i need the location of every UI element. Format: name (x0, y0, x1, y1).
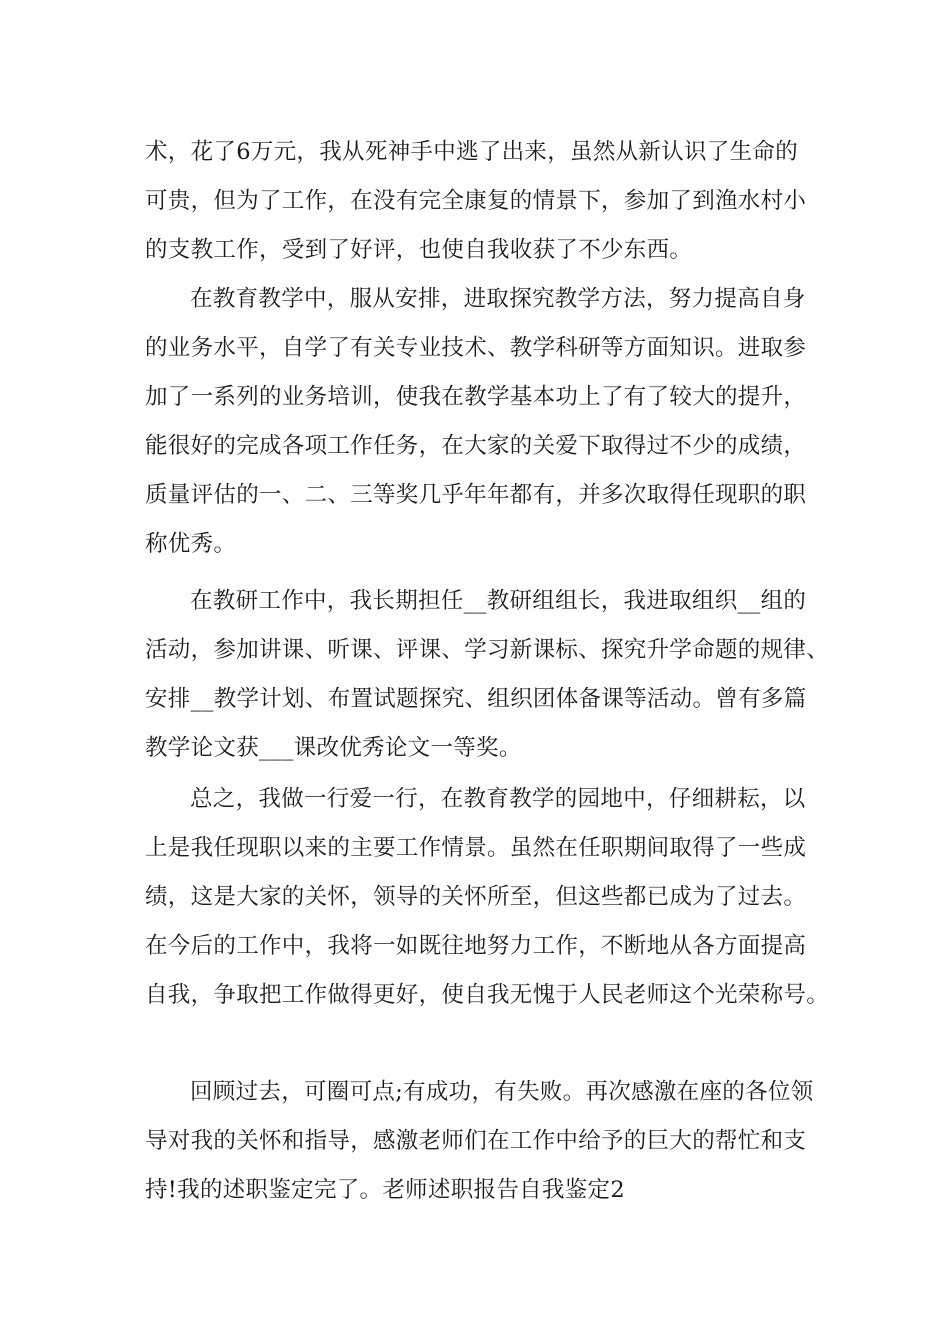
text-line: 加了一系列的业务培训，使我在教学基本功上了有了较大的提升， (145, 384, 807, 410)
text-line: 称优秀。 (145, 531, 237, 557)
text-line: 质量评估的一、二、三等奖几乎年年都有，并多次取得任现职的职 (145, 482, 807, 508)
text-line: 导对我的关怀和指导，感激老师们在工作中给予的巨大的帮忙和支 (145, 1128, 807, 1154)
paragraph-first-line: 总之，我做一行爱一行，在教育教学的园地中，仔细耕耘，以 (190, 786, 806, 812)
paragraph-first-line: 在教研工作中，我长期担任__教研组组长，我进取组织__组的 (190, 588, 807, 614)
text-line: 的业务水平，自学了有关专业技术、教学科研等方面知识。进取参 (145, 335, 807, 361)
text-line: 的支教工作，受到了好评，也使自我收获了不少东西。 (145, 237, 693, 263)
text-line: 可贵，但为了工作，在没有完全康复的情景下，参加了到渔水村小 (145, 188, 807, 214)
text-line: 能很好的完成各项工作任务，在大家的关爱下取得过不少的成绩， (145, 433, 807, 459)
text-line: 安排__教学计划、布置试题探究、组织团体备课等活动。曾有多篇 (145, 686, 807, 712)
text-line: 上是我任现职以来的主要工作情景。虽然在任职期间取得了一些成 (145, 835, 807, 861)
paragraph-first-line: 在教育教学中，服从安排，进取探究教学方法，努力提高自身 (190, 286, 806, 312)
text-line: 教学论文获___课改优秀论文一等奖。 (145, 735, 522, 761)
text-line: 自我，争取把工作做得更好，使自我无愧于人民老师这个光荣称号。 (145, 982, 830, 1008)
text-line: 在今后的工作中，我将一如既往地努力工作，不断地从各方面提高 (145, 933, 807, 959)
paragraph-first-line: 回顾过去，可圈可点;有成功，有失败。再次感激在座的各位领 (190, 1079, 814, 1105)
text-line: 活动，参加讲课、听课、评课、学习新课标、探究升学命题的规律、 (145, 637, 830, 663)
text-line: 术，花了6万元，我从死神手中逃了出来，虽然从新认识了生命的 (145, 139, 799, 165)
text-line: 绩，这是大家的关怀，领导的关怀所至，但这些都已成为了过去。 (145, 884, 807, 910)
text-line: 持!我的述职鉴定完了。老师述职报告自我鉴定2 (145, 1177, 625, 1203)
